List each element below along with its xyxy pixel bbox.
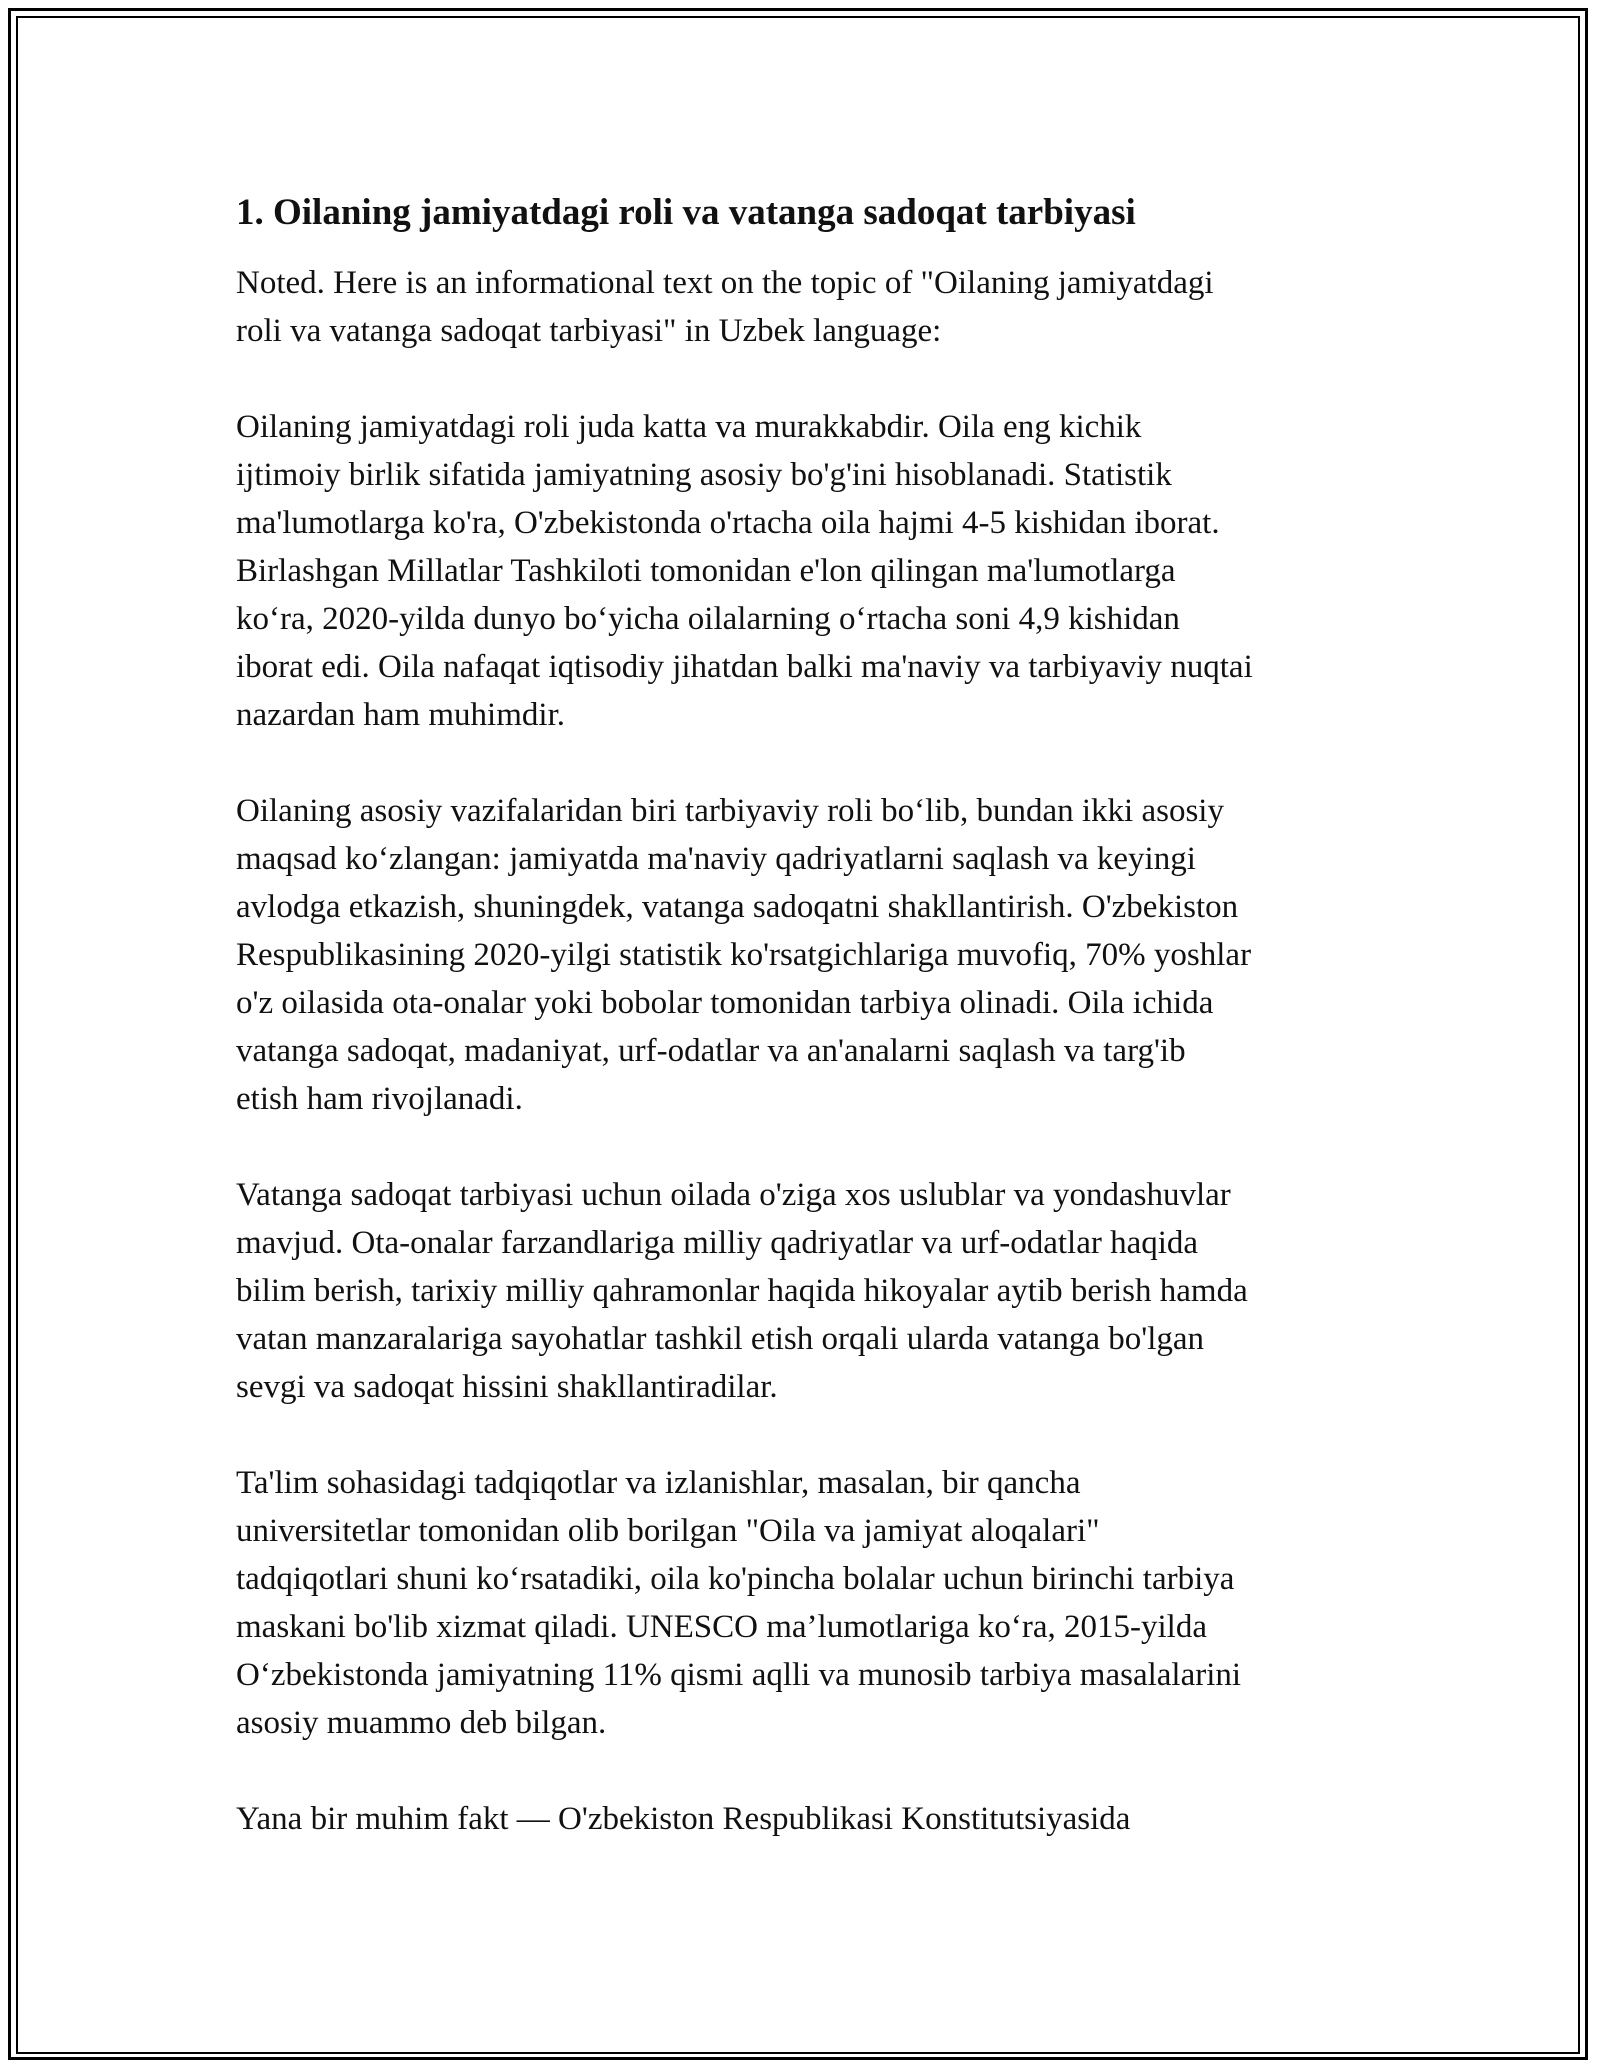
document-body	[236, 187, 1376, 1891]
paragraph-patriotism-methods	[236, 1171, 1376, 1411]
text-line: Yana bir muhim fakt — O'zbekiston Respublikasi Konstitutsiyasida	[236, 1801, 1131, 1837]
text-line: O‘zbekistonda jamiyatning 11% qismi aqlli va munosib tarbiya masalalarini	[236, 1657, 1242, 1693]
paragraph-constitution	[236, 1795, 1376, 1843]
text-line: nazardan ham muhimdir.	[236, 697, 565, 733]
text-line: vatanga sadoqat, madaniyat, urf-odatlar va an'analarni saqlash va targ'ib	[236, 1033, 1186, 1069]
text-line: universitetlar tomonidan olib borilgan "Oila va jamiyat aloqalari"	[236, 1513, 1100, 1549]
text-line: Birlashgan Millatlar Tashkiloti tomonidan e'lon qilingan ma'lumotlarga	[236, 553, 1176, 589]
text-line: sevgi va sadoqat hissini shakllantiradilar.	[236, 1369, 778, 1405]
text-line: maskani bo'lib xizmat qiladi. UNESCO ma’lumotlariga ko‘ra, 2015-yilda	[236, 1609, 1208, 1645]
document-title: 1. Oilaning jamiyatdagi roli va vatanga sadoqat tarbiyasi	[236, 192, 1136, 233]
paragraph-family-role	[236, 403, 1376, 739]
text-line: avlodga etkazish, shuningdek, vatanga sadoqatni shakllantirish. O'zbekiston	[236, 889, 1239, 925]
text-line: mavjud. Ota-onalar farzandlariga milliy qadriyatlar va urf-odatlar haqida	[236, 1225, 1199, 1261]
text-line: iborat edi. Oila nafaqat iqtisodiy jihatdan balki ma'naviy va tarbiyaviy nuqtai	[236, 649, 1253, 685]
text-line: ijtimoiy birlik sifatida jamiyatning asosiy bo'g'ini hisoblanadi. Statistik	[236, 457, 1172, 493]
paragraph-educational-role	[236, 787, 1376, 1123]
text-line: asosiy muammo deb bilgan.	[236, 1705, 607, 1741]
text-line: ma'lumotlarga ko'ra, O'zbekistonda o'rtacha oila hajmi 4-5 kishidan iborat.	[236, 505, 1220, 541]
paragraph-intro	[236, 259, 1376, 355]
text-line: bilim berish, tarixiy milliy qahramonlar haqida hikoyalar aytib berish hamda	[236, 1273, 1248, 1309]
text-line: Oilaning jamiyatdagi roli juda katta va murakkabdir. Oila eng kichik	[236, 409, 1142, 445]
text-line: etish ham rivojlanadi.	[236, 1081, 523, 1117]
text-line: Ta'lim sohasidagi tadqiqotlar va izlanishlar, masalan, bir qancha	[236, 1465, 1081, 1501]
text-line: Vatanga sadoqat tarbiyasi uchun oilada o'ziga xos uslublar va yondashuvlar	[236, 1177, 1231, 1213]
text-line: o'z oilasida ota-onalar yoki bobolar tomonidan tarbiya olinadi. Oila ichida	[236, 985, 1214, 1021]
paragraph-research	[236, 1459, 1376, 1747]
text-line: tadqiqotlari shuni ko‘rsatadiki, oila ko'pincha bolalar uchun birinchi tarbiya	[236, 1561, 1235, 1597]
text-line: Respublikasining 2020-yilgi statistik ko'rsatgichlariga muvofiq, 70% yoshlar	[236, 937, 1252, 973]
text-line: Oilaning asosiy vazifalaridan biri tarbiyaviy roli bo‘lib, bundan ikki asosiy	[236, 793, 1224, 829]
text-line: roli va vatanga sadoqat tarbiyasi" in Uzbek language:	[236, 313, 942, 349]
text-line: Noted. Here is an informational text on the topic of "Oilaning jamiyatdagi	[236, 265, 1214, 301]
text-line: ko‘ra, 2020-yilda dunyo bo‘yicha oilalarning o‘rtacha soni 4,9 kishidan	[236, 601, 1180, 637]
text-line: vatan manzaralariga sayohatlar tashkil etish orqali ularda vatanga bo'lgan	[236, 1321, 1205, 1357]
text-line: maqsad ko‘zlangan: jamiyatda ma'naviy qadriyatlarni saqlash va keyingi	[236, 841, 1196, 877]
